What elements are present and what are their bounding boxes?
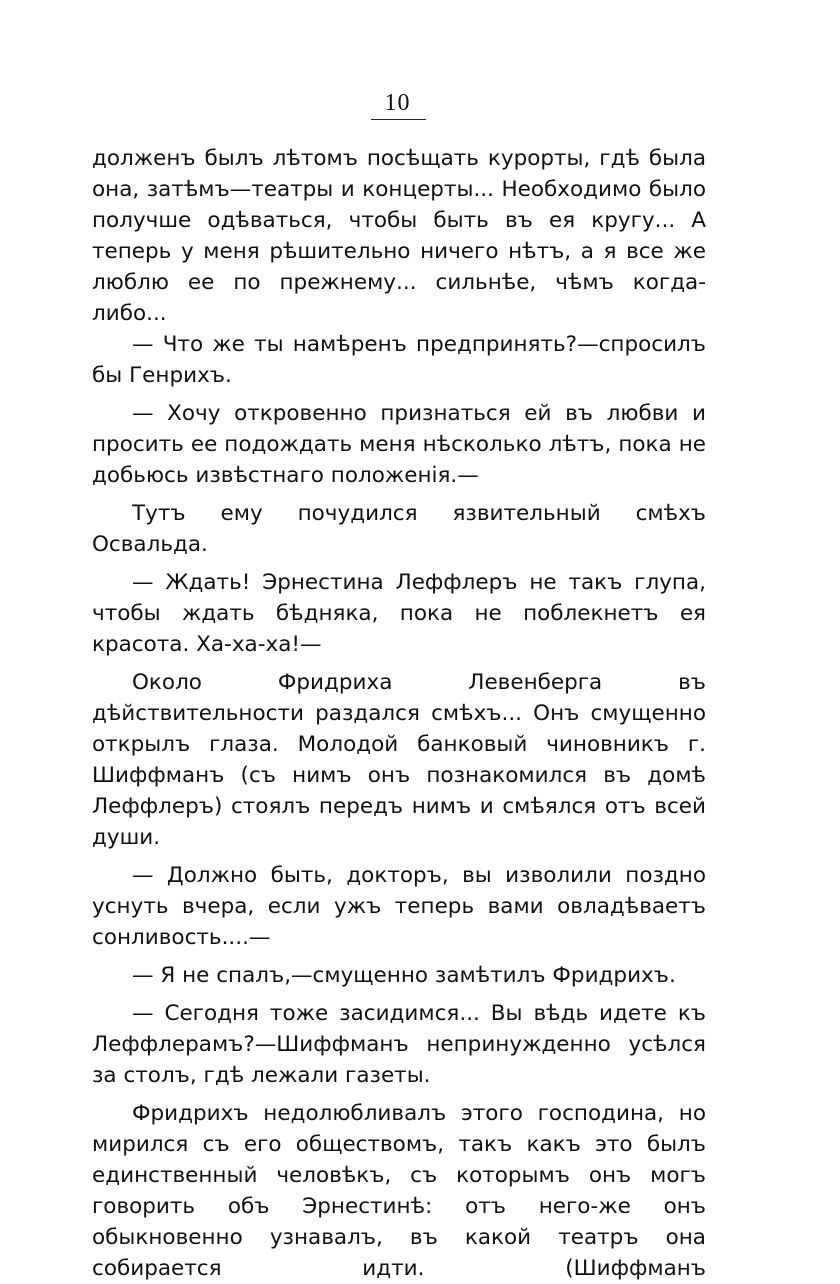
paragraph-dialogue: — Хочу откровенно признаться ей въ любви и просить ее подождать меня нѣсколько лѣтъ, пока не добьюсь извѣстнаго положенія.— [92,401,706,488]
page-body [92,143,706,1284]
paragraph: Фридрихъ недолюбливалъ этого господина, но мирился съ его обществомъ, такъ какъ это былъ единственный человѣкъ, съ которымъ онъ могъ говорить объ Эрнестинѣ: отъ него-же онъ обыкновенно узнавалъ, въ какой театръ она собирается идти. (Шиффманъ [92,1101,706,1281]
paragraph-continuation: долженъ былъ лѣтомъ посѣщать курорты, гдѣ была она, затѣмъ—театры и концерты... Необходимо было получше одѣваться, чтобы быть въ ея кругу... А теперь у меня рѣшительно ничего нѣтъ, а я все же люблю ее по прежнему... сильнѣе, чѣмъ когда-либо... [92,146,706,326]
paragraph: Тутъ ему почудился язвительный смѣхъ Освальда. [92,501,706,557]
paragraph-dialogue: — Ждать! Эрнестина Леффлеръ не такъ глупа, чтобы ждать бѣдняка, пока не поблекнетъ ея красота. Ха-ха-ха!— [92,570,706,657]
paragraph-dialogue: — Должно быть, докторъ, вы изволили поздно уснуть вчера, если ужъ теперь вами овладѣваетъ сонливость....— [92,863,706,950]
paragraph-dialogue: — Я не спалъ,—смущенно замѣтилъ Фридрихъ. [132,963,676,988]
page-number-rule [371,119,426,120]
page-number: 10 [384,90,411,116]
paragraph-dialogue: — Что же ты намѣренъ предпринять?—спросилъ бы Генрихъ. [92,332,706,388]
paragraph: Около Фридриха Левенберга въ дѣйствительности раздался смѣхъ... Онъ смущенно открылъ глаза. Молодой банковый чиновникъ г. Шиффманъ (съ нимъ онъ познакомился въ домѣ Леффлеръ) стоялъ передъ нимъ и смѣялся отъ всей души. [92,670,706,850]
paragraph-dialogue: — Сегодня тоже засидимся... Вы вѣдь идете къ Леффлерамъ?—Шиффманъ непринужденно усѣлся за столъ, гдѣ лежали газеты. [92,1001,706,1088]
